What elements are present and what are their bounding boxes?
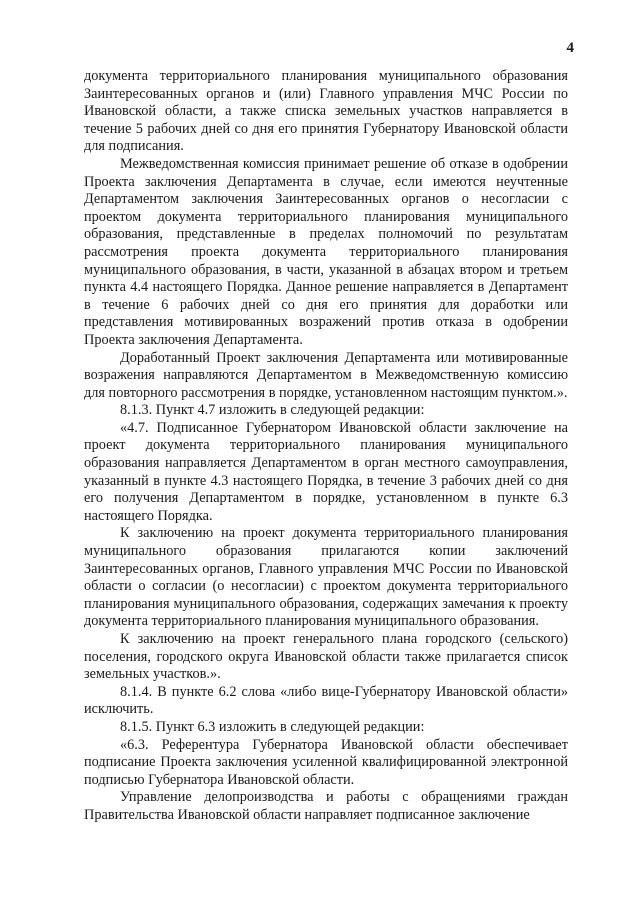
paragraph: К заключению на проект генерального плана городского (сельского) поселения, городского округа Ивановской области также прилагается список земельных участков.». xyxy=(84,631,568,683)
document-body xyxy=(84,68,568,825)
paragraph: «6.3. Референтура Губернатора Ивановской области обеспечивает подписание Проекта заключения усиленной квалифицированной электронной подписью Губернатора Ивановской области. xyxy=(84,736,568,788)
paragraph: 8.1.5. Пункт 6.3 изложить в следующей редакции: xyxy=(120,718,425,735)
paragraph: Межведомственная комиссия принимает решение об отказе в одобрении Проекта заключения Департамента в случае, если имеются неучтенные Департаментом заключения Заинтересованных органов о несогласии с проектом документа территориального планирования муниципального образования, представленные в пределах полномочий по результатам рассмотрения проекта документа территориального планирования муниципального образования, в части, указанной в абзацах втором и третьем пункта 4.4 настоящего Порядка. Данное решение направляется в Департамент в течение 6 рабочих дней со дня его принятия для доработки или представления мотивированных возражений против отказа в одобрении Проекта заключения Департамента. xyxy=(84,155,568,348)
paragraph: 8.1.4. В пункте 6.2 слова «либо вице-Губернатору Ивановской области» исключить. xyxy=(84,683,568,718)
paragraph: документа территориального планирования муниципального образования Заинтересованных органов и (или) Главного управления МЧС России по Ивановской области, а также списка земельных участков направляется в течение 5 рабочих дней со дня его принятия Губернатору Ивановской области для подписания. xyxy=(84,68,568,155)
paragraph: Управление делопроизводства и работы с обращениями граждан Правительства Ивановской области направляет подписанное заключение xyxy=(84,789,568,823)
paragraph: 8.1.3. Пункт 4.7 изложить в следующей редакции: xyxy=(120,402,425,419)
paragraph: К заключению на проект документа территориального планирования муниципального образования прилагаются копии заключений Заинтересованных органов, Главного управления МЧС России по Ивановской области о согласии (о несогласии) с проектом документа территориального планирования муниципального образования, содержащих замечания к проекту документа территориального планирования муниципального образования. xyxy=(84,525,568,630)
paragraph: «4.7. Подписанное Губернатором Ивановской области заключение на проект документа территориального планирования муниципального образования направляется Департаментом в орган местного самоуправления, указанный в пункте 4.3 настоящего Порядка, в течение 3 рабочих дней со дня его получения Департаментом в порядке, установленном в пункте 6.3 настоящего Порядка. xyxy=(84,419,568,524)
page-number: 4 xyxy=(566,40,574,56)
paragraph: Доработанный Проект заключения Департамента или мотивированные возражения направляются Департаментом в Межведомственную комиссию для повторного рассмотрения в порядке, установленном настоящим пунктом.». xyxy=(84,349,568,401)
